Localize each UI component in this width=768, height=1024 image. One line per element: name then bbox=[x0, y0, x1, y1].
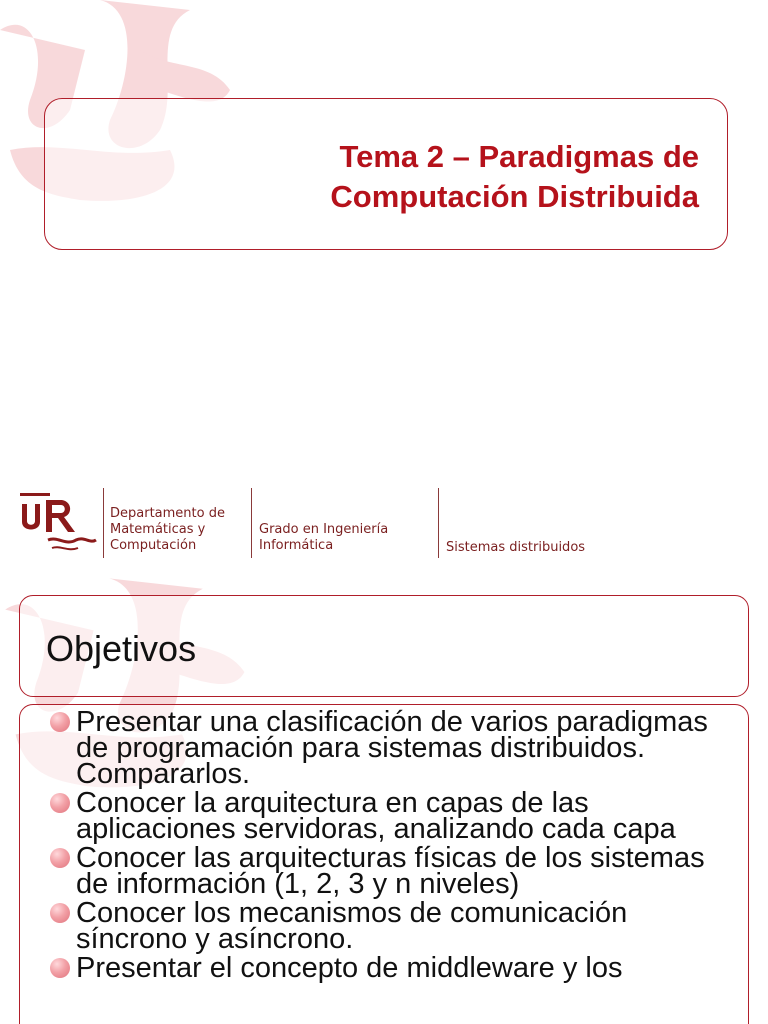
bullet-text: Conocer la arquitectura en capas de las aplicaciones servidoras, analizando cada capa bbox=[76, 787, 676, 845]
bullet-dot-icon bbox=[50, 903, 70, 923]
title-slide bbox=[0, 0, 768, 460]
bullet-text: Conocer las arquitecturas físicas de los sistemas de información (1, 2, 3 y n niveles) bbox=[76, 842, 705, 900]
department-name bbox=[110, 506, 225, 554]
bullet-dot-icon bbox=[50, 712, 70, 732]
list-item bbox=[48, 787, 728, 845]
objectives-title: Objetivos bbox=[46, 628, 197, 669]
bullet-dot-icon bbox=[50, 958, 70, 978]
objectives-list bbox=[48, 706, 728, 984]
title-line-1: Tema 2 – Paradigmas de bbox=[339, 139, 699, 174]
list-item bbox=[48, 706, 728, 790]
bullet-dot-icon bbox=[50, 848, 70, 868]
list-item bbox=[48, 952, 728, 984]
bullet-text: Conocer los mecanismos de comunicación síncrono y asíncrono. bbox=[76, 897, 628, 955]
objectives-header-box bbox=[19, 595, 749, 697]
department-line-3: Computación bbox=[110, 538, 197, 553]
objectives-slide bbox=[0, 572, 768, 1024]
ur-logo-icon bbox=[18, 488, 98, 558]
list-item bbox=[48, 842, 728, 900]
footer-divider-2 bbox=[251, 488, 252, 558]
degree-name bbox=[259, 522, 388, 554]
degree-line-2: Informática bbox=[259, 538, 334, 553]
title-line-2: Computación Distribuida bbox=[330, 179, 699, 214]
degree-line-1: Grado en Ingeniería bbox=[259, 522, 389, 537]
title-box bbox=[44, 98, 728, 250]
footer bbox=[0, 484, 768, 562]
department-line-2: Matemáticas y bbox=[110, 522, 206, 537]
bullet-text: Presentar el concepto de middleware y los bbox=[76, 952, 623, 984]
department-line-1: Departamento de bbox=[110, 506, 225, 521]
bullet-dot-icon bbox=[50, 793, 70, 813]
course-name: Sistemas distribuidos bbox=[446, 540, 586, 555]
footer-divider-3 bbox=[438, 488, 439, 558]
objectives-body-box bbox=[19, 704, 749, 1024]
slide-title bbox=[330, 137, 699, 217]
list-item bbox=[48, 897, 728, 955]
footer-divider-1 bbox=[103, 488, 104, 558]
bullet-text: Presentar una clasificación de varios paradigmas de programación para sistemas distribuidos. Compararlos. bbox=[76, 706, 708, 790]
